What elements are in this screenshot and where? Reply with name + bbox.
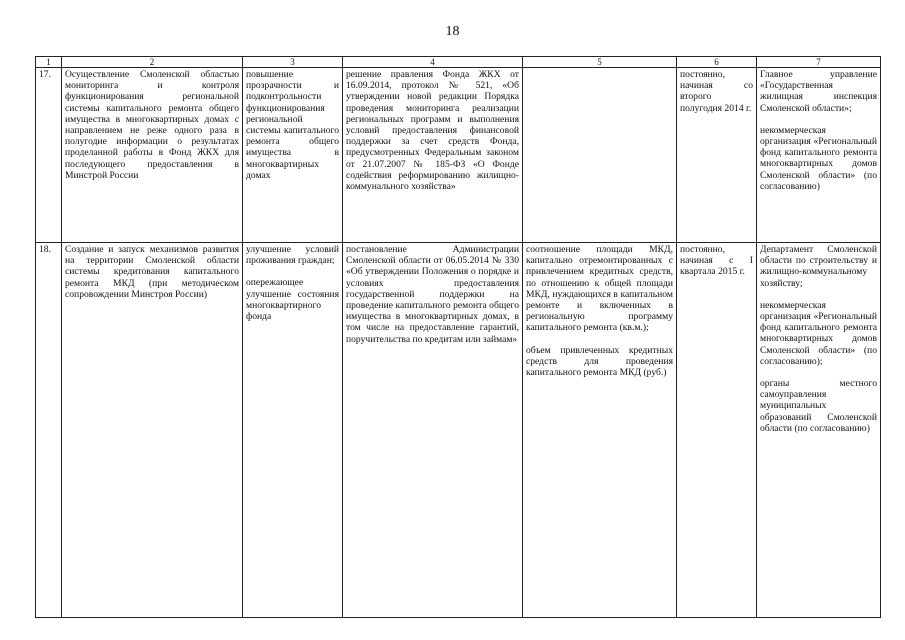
indicator-cell xyxy=(523,68,677,243)
executor-cell xyxy=(757,243,881,618)
column-header: 6 xyxy=(677,57,757,68)
page-number: 18 xyxy=(445,24,460,39)
column-header: 7 xyxy=(757,57,881,68)
executor-entry: Департамент Смоленской области по строительству и жилищно-коммунальному хозяйству; xyxy=(760,244,877,289)
executor-cell xyxy=(757,68,881,243)
column-header: 1 xyxy=(36,57,62,68)
column-header-row xyxy=(36,57,881,68)
indicator-cell xyxy=(523,243,677,618)
table-row xyxy=(36,243,881,618)
column-header: 5 xyxy=(523,57,677,68)
row-number: 17. xyxy=(36,68,62,243)
result-entry: улучшение условий проживания граждан; xyxy=(246,244,339,267)
table-row xyxy=(36,68,881,243)
measures-table xyxy=(35,56,881,618)
activity-cell: Создание и запуск механизмов развития на территории Смоленской области системы кредитования капитального ремонта МКД (при методическом сопровождении Минстроя России) xyxy=(62,243,243,618)
column-header: 4 xyxy=(343,57,523,68)
activity-cell: Осуществление Смоленской областью мониторинга и контроля функционирования региональной системы капитального ремонта общего имущества в многоквартирных домах с направлением не реже одного раза в полугодие информации о результатах проделанной работы в Фонд ЖКХ для последующего предоставления в Минстрой России xyxy=(62,68,243,243)
executor-entry: некоммерческая организация «Региональный фонд капитального ремонта многоквартирных домов Смоленской области» (по согласованию) xyxy=(760,124,877,192)
column-header: 2 xyxy=(62,57,243,68)
result-cell: повышение прозрачности и подконтрольности функционирования региональной системы капитального ремонта общего имущества в многоквартирных домах xyxy=(243,68,343,243)
term-cell: постоянно, начиная с I квартала 2015 г. xyxy=(677,243,757,618)
result-entry: опережающее улучшение состояния многоквартирного фонда xyxy=(246,277,339,323)
row-number: 18. xyxy=(36,243,62,618)
document-cell: постановление Администрации Смоленской области от 06.05.2014 № 330 «Об утверждении Положения о порядке и условиях предоставления государственной поддержки на проведение капитального ремонта общего имущества в многоквартирных домах, в том числе на предоставление гарантий, поручительства по кредитам или займам» xyxy=(343,243,523,618)
column-header: 3 xyxy=(243,57,343,68)
executor-entry: некоммерческая организация «Региональный фонд капитального ремонта многоквартирных домов Смоленской области» (по согласованию); xyxy=(760,299,877,367)
indicator-entry: объем привлеченных кредитных средств для проведения капитального ремонта МКД (руб.) xyxy=(526,344,673,379)
document-cell: решение правления Фонда ЖКХ от 16.09.2014, протокол № 521, «Об утверждении новой редакции Порядка проведения мониторинга реализации региональных программ и выполнения условий предоставления финансовой поддержки за счет средств Фонда, предусмотренных Федеральным законом от 21.07.2007 № 185-ФЗ «О Фонде содействия реформированию жилищно-коммунального хозяйства» xyxy=(343,68,523,243)
indicator-entry: соотношение площади МКД, капитально отремонтированных с привлечением кредитных средств, по отношению к общей площади МКД, нуждающихся в капитальном ремонте и включенных в региональную программу капитального ремонта (кв.м.); xyxy=(526,244,673,334)
executor-entry: Главное управление «Государственная жилищная инспекция Смоленской области»; xyxy=(760,69,877,114)
result-cell xyxy=(243,243,343,618)
executor-entry: органы местного самоуправления муниципальных образований Смоленской области (по согласованию) xyxy=(760,378,877,434)
term-cell: постоянно, начиная со второго полугодия 2014 г. xyxy=(677,68,757,243)
